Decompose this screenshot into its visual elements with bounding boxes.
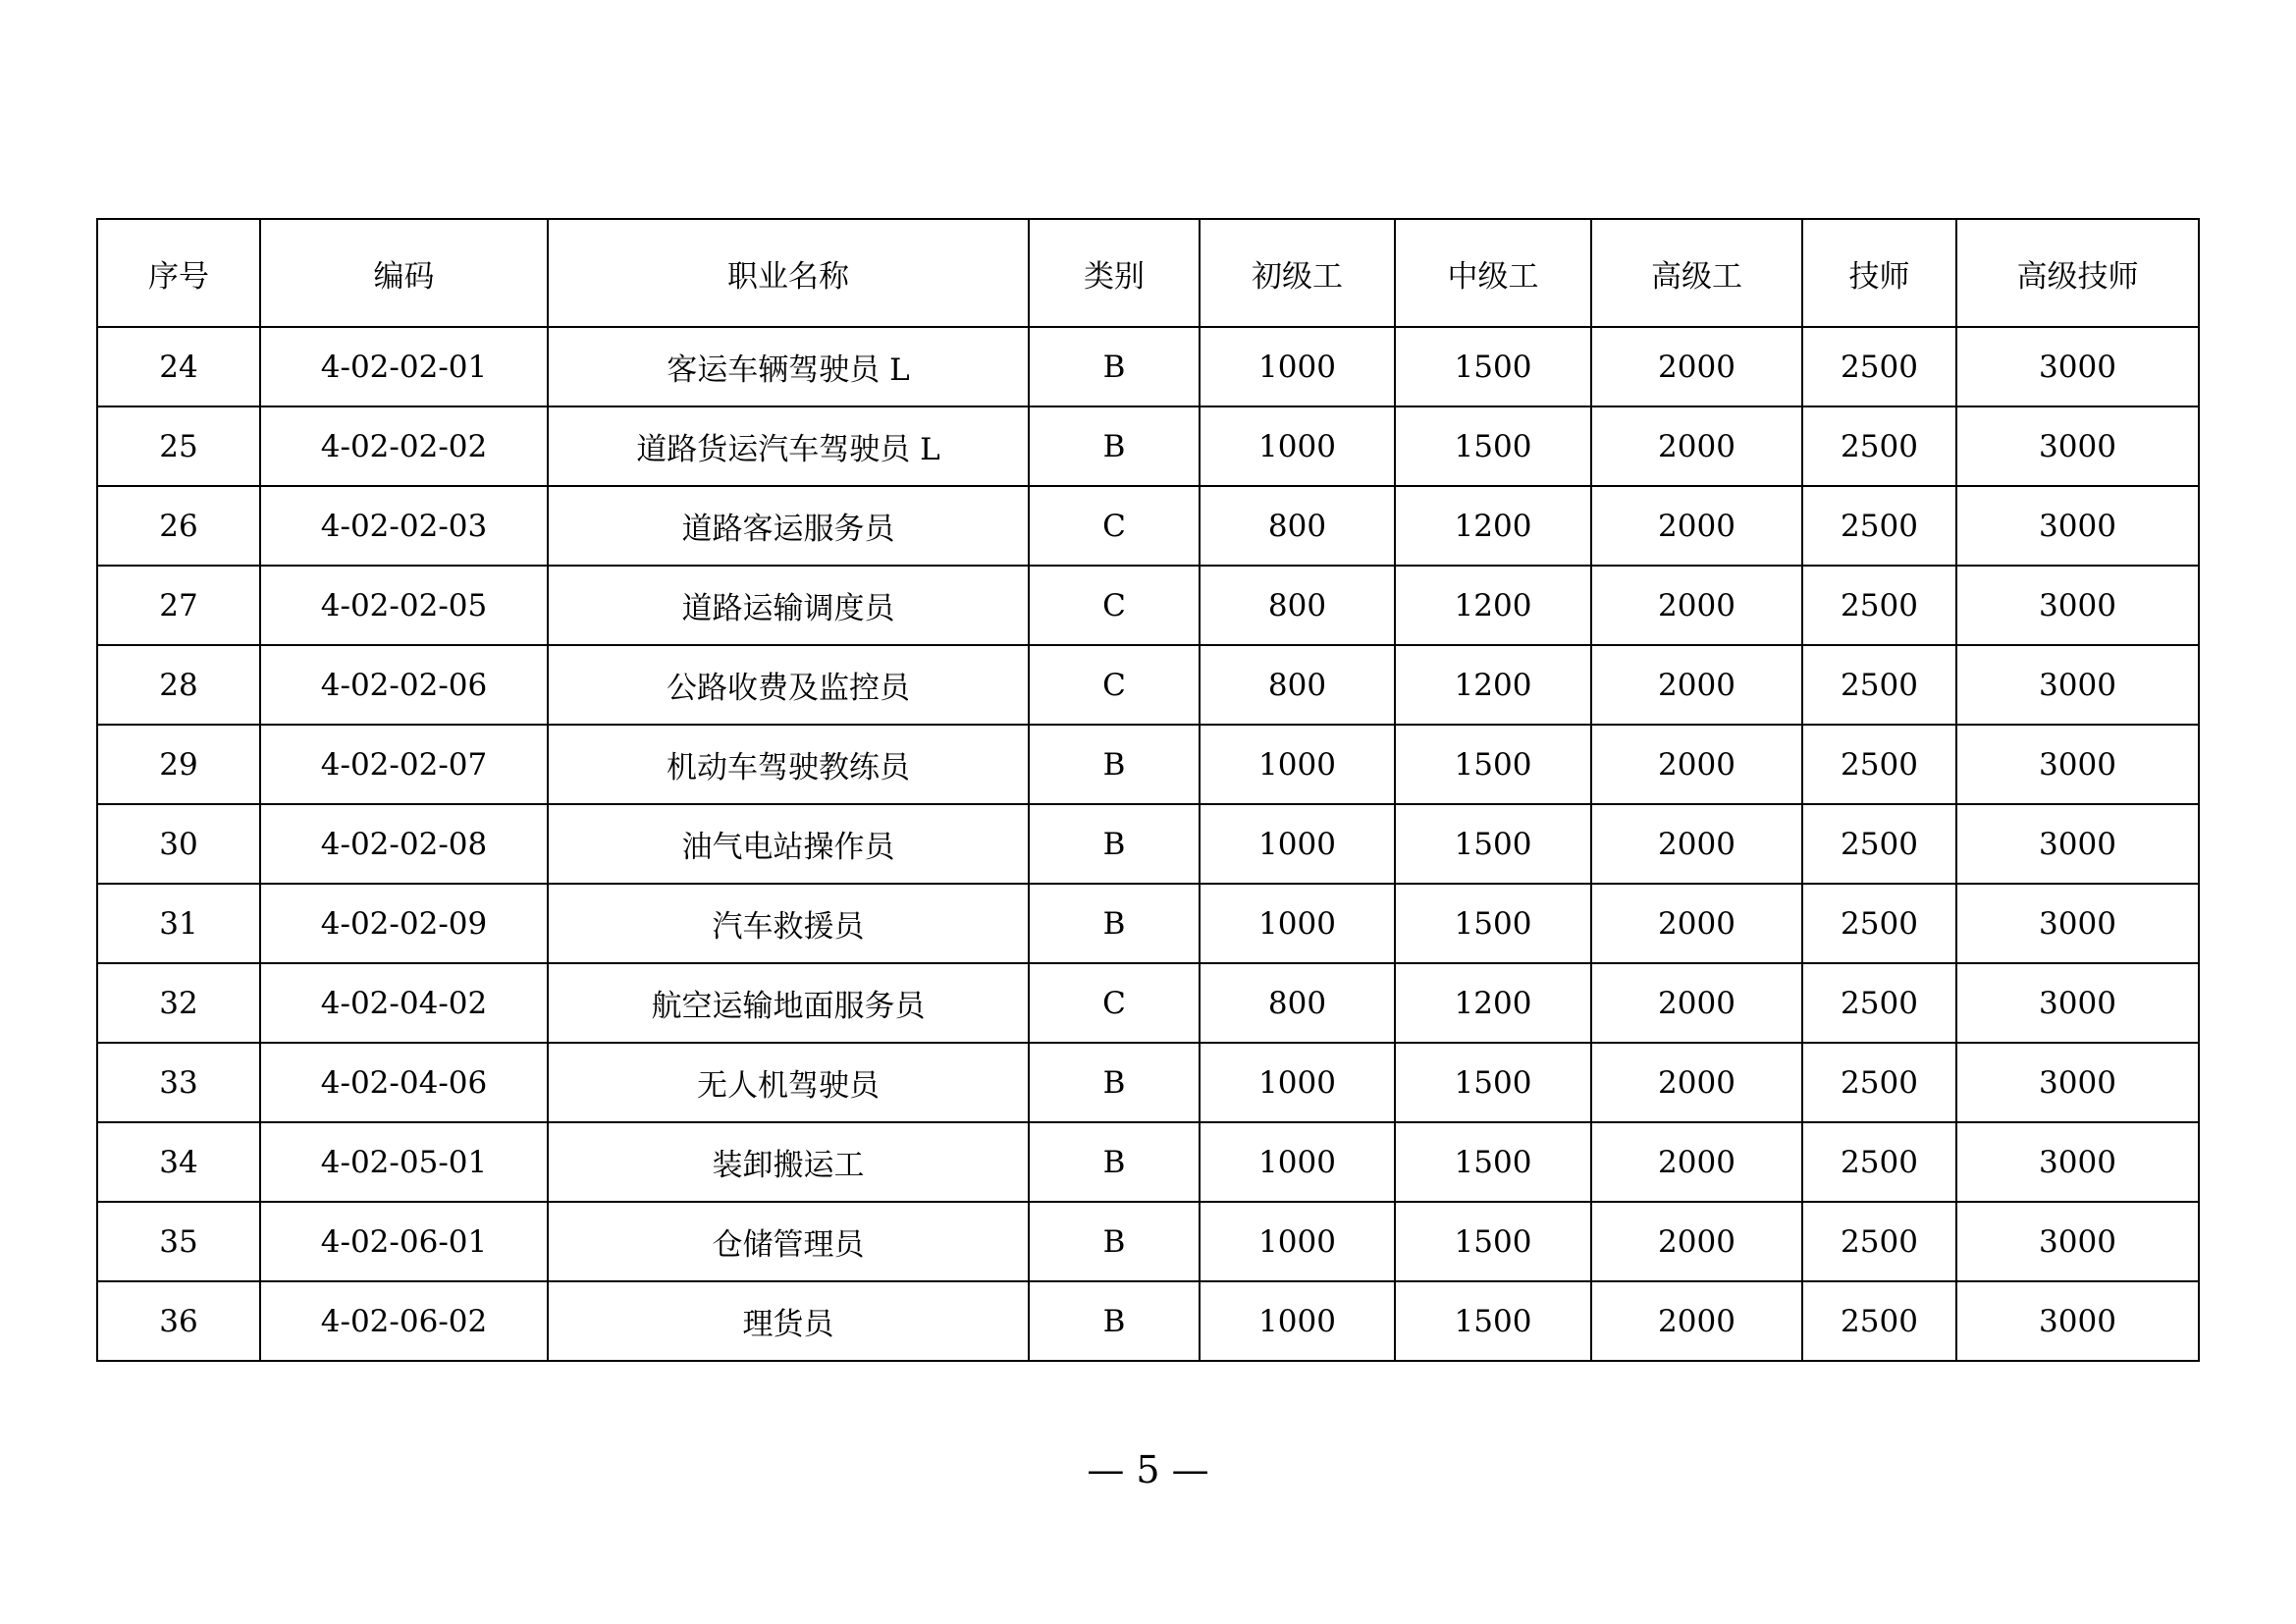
junior-cell: 1000 <box>1200 1281 1395 1361</box>
code-cell: 4-02-02-05 <box>260 566 548 645</box>
senior-cell: 2000 <box>1591 406 1802 486</box>
seq-cell: 36 <box>97 1281 260 1361</box>
senior-technician-cell: 3000 <box>1956 645 2199 725</box>
senior-technician-cell: 3000 <box>1956 327 2199 406</box>
category-cell: B <box>1029 884 1200 963</box>
technician-cell: 2500 <box>1802 645 1956 725</box>
senior-cell: 2000 <box>1591 486 1802 566</box>
table-row <box>97 486 2199 566</box>
table-row <box>97 1122 2199 1202</box>
code-cell: 4-02-02-01 <box>260 327 548 406</box>
technician-cell: 2500 <box>1802 406 1956 486</box>
code-cell: 4-02-02-03 <box>260 486 548 566</box>
table-row <box>97 884 2199 963</box>
senior-cell: 2000 <box>1591 327 1802 406</box>
seq-cell: 24 <box>97 327 260 406</box>
table-row <box>97 963 2199 1043</box>
occupation-name-cell: 装卸搬运工 <box>548 1122 1029 1202</box>
table-row <box>97 1043 2199 1122</box>
category-cell: B <box>1029 1122 1200 1202</box>
intermediate-cell: 1500 <box>1395 1043 1591 1122</box>
senior-technician-cell: 3000 <box>1956 804 2199 884</box>
category-cell: C <box>1029 963 1200 1043</box>
seq-cell: 34 <box>97 1122 260 1202</box>
senior-technician-cell: 3000 <box>1956 486 2199 566</box>
code-cell: 4-02-04-06 <box>260 1043 548 1122</box>
header-category: 类别 <box>1029 219 1200 327</box>
junior-cell: 1000 <box>1200 327 1395 406</box>
junior-cell: 800 <box>1200 645 1395 725</box>
header-senior-technician: 高级技师 <box>1956 219 2199 327</box>
senior-cell: 2000 <box>1591 645 1802 725</box>
table-header-row <box>97 219 2199 327</box>
senior-cell: 2000 <box>1591 1043 1802 1122</box>
table-row <box>97 1202 2199 1281</box>
table-row <box>97 645 2199 725</box>
code-cell: 4-02-04-02 <box>260 963 548 1043</box>
senior-technician-cell: 3000 <box>1956 884 2199 963</box>
technician-cell: 2500 <box>1802 804 1956 884</box>
header-junior: 初级工 <box>1200 219 1395 327</box>
seq-cell: 29 <box>97 725 260 804</box>
occupation-name-cell: 仓储管理员 <box>548 1202 1029 1281</box>
category-cell: B <box>1029 804 1200 884</box>
category-cell: B <box>1029 725 1200 804</box>
category-cell: C <box>1029 645 1200 725</box>
intermediate-cell: 1500 <box>1395 725 1591 804</box>
table-body <box>97 327 2199 1361</box>
technician-cell: 2500 <box>1802 1122 1956 1202</box>
table-row <box>97 406 2199 486</box>
code-cell: 4-02-02-07 <box>260 725 548 804</box>
senior-cell: 2000 <box>1591 725 1802 804</box>
intermediate-cell: 1500 <box>1395 804 1591 884</box>
header-senior: 高级工 <box>1591 219 1802 327</box>
senior-cell: 2000 <box>1591 1202 1802 1281</box>
category-cell: B <box>1029 1202 1200 1281</box>
category-cell: B <box>1029 327 1200 406</box>
seq-cell: 31 <box>97 884 260 963</box>
occupation-subsidy-table <box>96 218 2200 1362</box>
occupation-name-cell: 公路收费及监控员 <box>548 645 1029 725</box>
code-cell: 4-02-06-01 <box>260 1202 548 1281</box>
junior-cell: 800 <box>1200 566 1395 645</box>
occupation-name-cell: 道路货运汽车驾驶员 L <box>548 406 1029 486</box>
senior-technician-cell: 3000 <box>1956 1281 2199 1361</box>
intermediate-cell: 1500 <box>1395 1202 1591 1281</box>
seq-cell: 30 <box>97 804 260 884</box>
occupation-name-cell: 油气电站操作员 <box>548 804 1029 884</box>
occupation-name-cell: 航空运输地面服务员 <box>548 963 1029 1043</box>
page-number: — 5 — <box>1087 1448 1209 1491</box>
header-technician: 技师 <box>1802 219 1956 327</box>
junior-cell: 800 <box>1200 963 1395 1043</box>
occupation-name-cell: 机动车驾驶教练员 <box>548 725 1029 804</box>
intermediate-cell: 1500 <box>1395 406 1591 486</box>
table-row <box>97 1281 2199 1361</box>
junior-cell: 800 <box>1200 486 1395 566</box>
technician-cell: 2500 <box>1802 1043 1956 1122</box>
senior-cell: 2000 <box>1591 804 1802 884</box>
senior-cell: 2000 <box>1591 884 1802 963</box>
senior-cell: 2000 <box>1591 566 1802 645</box>
seq-cell: 28 <box>97 645 260 725</box>
junior-cell: 1000 <box>1200 1202 1395 1281</box>
junior-cell: 1000 <box>1200 884 1395 963</box>
category-cell: B <box>1029 406 1200 486</box>
junior-cell: 1000 <box>1200 1043 1395 1122</box>
intermediate-cell: 1500 <box>1395 1122 1591 1202</box>
technician-cell: 2500 <box>1802 327 1956 406</box>
occupation-name-cell: 汽车救援员 <box>548 884 1029 963</box>
occupation-name-cell: 无人机驾驶员 <box>548 1043 1029 1122</box>
code-cell: 4-02-02-02 <box>260 406 548 486</box>
technician-cell: 2500 <box>1802 725 1956 804</box>
technician-cell: 2500 <box>1802 566 1956 645</box>
intermediate-cell: 1500 <box>1395 327 1591 406</box>
header-code: 编码 <box>260 219 548 327</box>
category-cell: B <box>1029 1043 1200 1122</box>
intermediate-cell: 1200 <box>1395 566 1591 645</box>
seq-cell: 33 <box>97 1043 260 1122</box>
senior-technician-cell: 3000 <box>1956 963 2199 1043</box>
code-cell: 4-02-06-02 <box>260 1281 548 1361</box>
intermediate-cell: 1200 <box>1395 486 1591 566</box>
senior-technician-cell: 3000 <box>1956 1122 2199 1202</box>
intermediate-cell: 1500 <box>1395 884 1591 963</box>
seq-cell: 26 <box>97 486 260 566</box>
code-cell: 4-02-02-09 <box>260 884 548 963</box>
header-seq: 序号 <box>97 219 260 327</box>
occupation-name-cell: 理货员 <box>548 1281 1029 1361</box>
code-cell: 4-02-05-01 <box>260 1122 548 1202</box>
technician-cell: 2500 <box>1802 1281 1956 1361</box>
junior-cell: 1000 <box>1200 1122 1395 1202</box>
seq-cell: 27 <box>97 566 260 645</box>
seq-cell: 35 <box>97 1202 260 1281</box>
table-row <box>97 327 2199 406</box>
technician-cell: 2500 <box>1802 486 1956 566</box>
occupation-name-cell: 道路运输调度员 <box>548 566 1029 645</box>
category-cell: C <box>1029 566 1200 645</box>
code-cell: 4-02-02-06 <box>260 645 548 725</box>
intermediate-cell: 1200 <box>1395 963 1591 1043</box>
intermediate-cell: 1500 <box>1395 1281 1591 1361</box>
category-cell: B <box>1029 1281 1200 1361</box>
junior-cell: 1000 <box>1200 725 1395 804</box>
senior-cell: 2000 <box>1591 963 1802 1043</box>
senior-technician-cell: 3000 <box>1956 1202 2199 1281</box>
header-occupation: 职业名称 <box>548 219 1029 327</box>
table-row <box>97 725 2199 804</box>
junior-cell: 1000 <box>1200 804 1395 884</box>
senior-technician-cell: 3000 <box>1956 725 2199 804</box>
senior-technician-cell: 3000 <box>1956 406 2199 486</box>
junior-cell: 1000 <box>1200 406 1395 486</box>
technician-cell: 2500 <box>1802 884 1956 963</box>
senior-cell: 2000 <box>1591 1122 1802 1202</box>
table-row <box>97 804 2199 884</box>
seq-cell: 25 <box>97 406 260 486</box>
technician-cell: 2500 <box>1802 963 1956 1043</box>
senior-cell: 2000 <box>1591 1281 1802 1361</box>
category-cell: C <box>1029 486 1200 566</box>
seq-cell: 32 <box>97 963 260 1043</box>
occupation-name-cell: 道路客运服务员 <box>548 486 1029 566</box>
occupation-name-cell: 客运车辆驾驶员 L <box>548 327 1029 406</box>
senior-technician-cell: 3000 <box>1956 566 2199 645</box>
senior-technician-cell: 3000 <box>1956 1043 2199 1122</box>
header-intermediate: 中级工 <box>1395 219 1591 327</box>
intermediate-cell: 1200 <box>1395 645 1591 725</box>
table-row <box>97 566 2199 645</box>
technician-cell: 2500 <box>1802 1202 1956 1281</box>
code-cell: 4-02-02-08 <box>260 804 548 884</box>
